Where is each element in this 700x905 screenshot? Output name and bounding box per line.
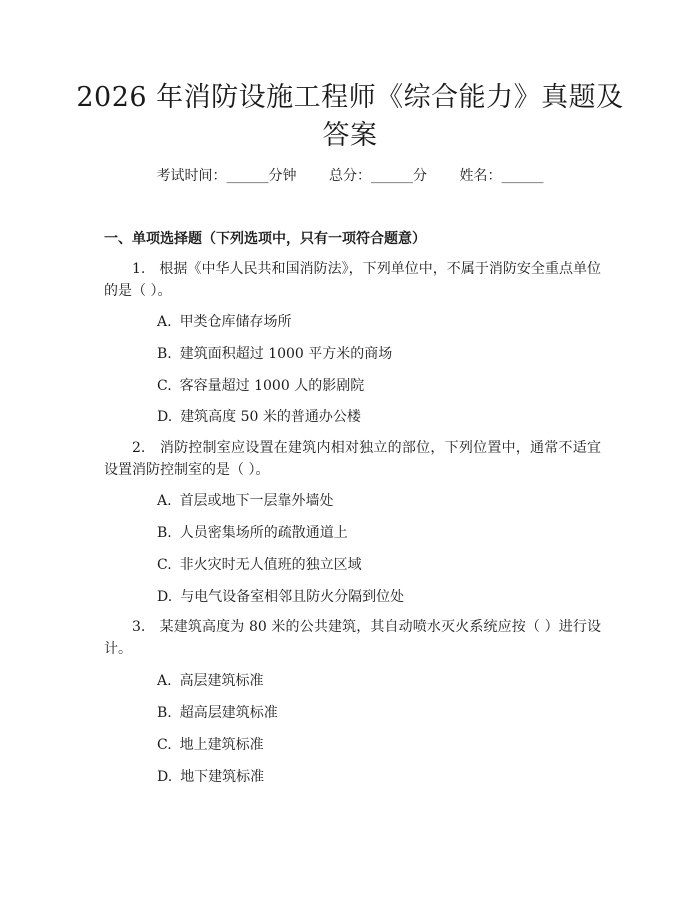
page-title: 2026 年消防设施工程师《综合能力》真题及答案 <box>76 82 624 151</box>
question-2-option-b <box>157 523 348 543</box>
question-3-option-d <box>157 767 264 787</box>
total-score-field: 总分：______分 <box>329 168 427 184</box>
option-letter: A. <box>157 493 172 509</box>
option-text: 与电气设备室相邻且防火分隔到位处 <box>180 589 405 605</box>
question-1-option-c <box>157 376 364 396</box>
option-letter: D. <box>157 409 173 425</box>
option-text: 超高层建筑标准 <box>179 705 278 721</box>
section-heading: 一、单项选择题（下列选项中，只有一项符合题意） <box>104 231 426 247</box>
option-text: 建筑面积超过 1000 平方米的商场 <box>179 346 393 362</box>
question-3-text: 3. 某建筑高度为 80 米的公共建筑，其自动喷水灭火系统应按（ ）进行设计。 <box>104 619 601 657</box>
option-text: 非火灾时无人值班的独立区域 <box>179 557 362 573</box>
question-2-option-a <box>157 491 334 511</box>
name-field: 姓名：______ <box>459 168 544 184</box>
option-letter: A. <box>157 673 172 689</box>
exam-time-field: 考试时间：______分钟 <box>156 168 297 184</box>
option-text: 高层建筑标准 <box>179 673 264 689</box>
option-letter: C. <box>157 737 172 753</box>
option-text: 地上建筑标准 <box>179 737 264 753</box>
option-letter: A. <box>157 314 172 330</box>
option-letter: D. <box>157 589 173 605</box>
option-letter: B. <box>157 525 172 541</box>
question-1-option-b <box>157 344 392 364</box>
option-letter: D. <box>157 769 173 785</box>
question-2-option-c <box>157 555 362 575</box>
question-3-option-c <box>157 735 264 755</box>
question-2-option-d <box>157 587 404 607</box>
question-1-option-a <box>157 312 292 332</box>
option-text: 甲类仓库储存场所 <box>179 314 292 330</box>
option-text: 地下建筑标准 <box>180 769 265 785</box>
option-text: 人员密集场所的疏散通道上 <box>179 525 348 541</box>
question-2-text: 2. 消防控制室应设置在建筑内相对独立的部位，下列位置中，通常不适宜设置消防控制室的是（ ）。 <box>104 440 601 478</box>
exam-meta <box>0 166 700 186</box>
option-text: 首层或地下一层靠外墙处 <box>179 493 334 509</box>
option-letter: C. <box>157 557 172 573</box>
option-letter: B. <box>157 705 172 721</box>
question-3-option-b <box>157 703 278 723</box>
question-1-option-d <box>157 407 361 427</box>
question-1-text: 1. 根据《中华人民共和国消防法》，下列单位中，不属于消防安全重点单位的是（ ）。 <box>104 261 601 299</box>
option-letter: B. <box>157 346 172 362</box>
option-text: 客容量超过 1000 人的影剧院 <box>179 378 365 394</box>
option-text: 建筑高度 50 米的普通办公楼 <box>180 409 361 425</box>
question-3-option-a <box>157 671 264 691</box>
option-letter: C. <box>157 378 172 394</box>
